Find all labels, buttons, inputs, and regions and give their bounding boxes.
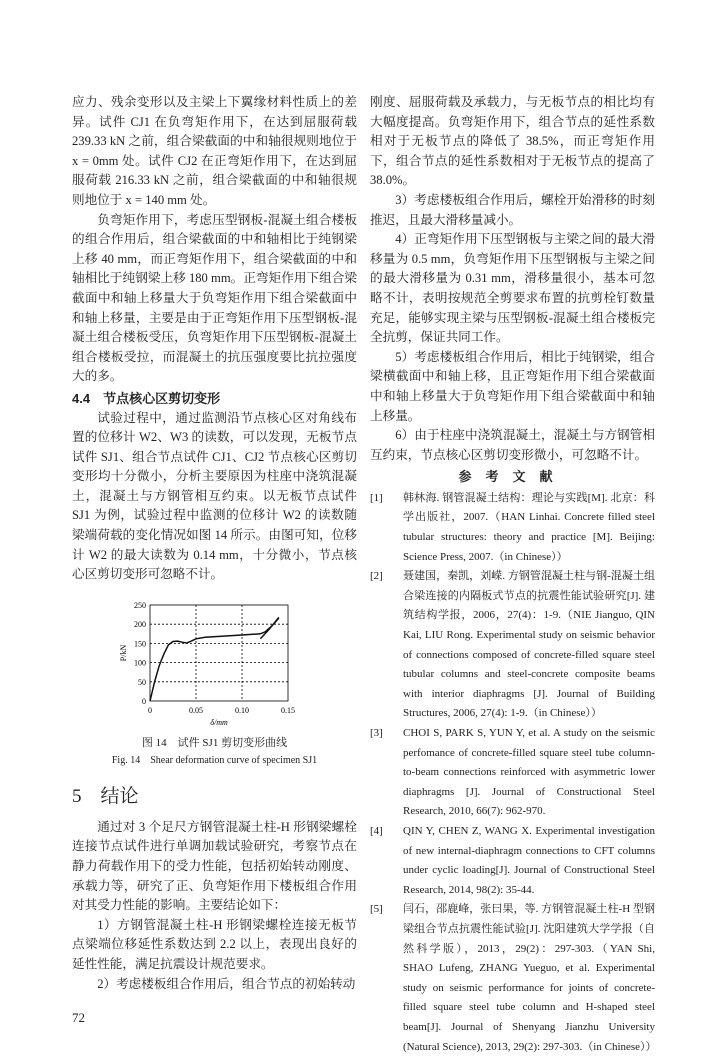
conclusion-item: 3）考虑楼板组合作用后，螺栓开始滑移的时刻推迟，且最大滑移量减小。	[370, 192, 655, 227]
y-tick-label: 50	[138, 677, 146, 687]
y-tick-label: 250	[134, 600, 146, 610]
reference-item	[370, 724, 655, 822]
x-tick-label: 0.05	[189, 705, 203, 715]
y-axis-label: P/kN	[119, 644, 128, 662]
reference-text: QIN Y, CHEN Z, WANG X. Experimental investigation of new internal-diaphragm connections to CFT columns under cyclic loading[J]. Journal of Constructional Steel Research, 2014, 98(2): 35-44.	[403, 824, 655, 896]
x-tick-label: 0	[148, 705, 152, 715]
reference-number: [4]	[370, 824, 383, 837]
figure-14	[90, 595, 357, 730]
reference-number: [3]	[370, 727, 383, 739]
y-tick-label: 0	[142, 696, 146, 706]
reference-number: [2]	[370, 570, 383, 583]
conclusion-item: 6）由于柱座中浇筑混凝土，混凝土与方钢管相互约束，节点核心区剪切变形微小，可忽略不计。	[370, 428, 655, 462]
right-column	[370, 93, 655, 1057]
body-paragraph: 应力、残余变形以及主梁上下翼缘材料性质上的差异。试件 CJ1 在负弯矩作用下，在达到屈服荷载 239.33 kN 之前，组合梁截面的中和轴很规则地位于 x = 0mm 处。试件 CJ2 在正弯矩作用下，在达到屈服荷载 216.33 kN 之前，组合梁截面的中和轴很规则地位于 x = 140 mm 处。	[72, 95, 357, 207]
body-paragraph: 通过对 3 个足尺方钢管混凝土柱-H 形钢梁螺栓连接节点试件进行单调加载试验研究，考察节点在静力荷载作用下的受力性能，包括初始转动刚度、承载力等，研究了正、负弯矩作用下楼板组合作用对其受力性能的影响。主要结论如下：	[72, 819, 357, 913]
references-heading: 参考文献	[458, 469, 567, 485]
reference-item	[370, 567, 655, 724]
series-line	[150, 618, 279, 701]
conclusion-item: 1）方钢管混凝土柱-H 形钢梁螺栓连接无板节点梁端位移延性系数达到 2.2 以上，表现出良好的延性性能，满足抗震设计规范要求。	[72, 917, 357, 971]
figure-caption-en: Fig. 14 Shear deformation curve of specimen SJ1	[111, 754, 318, 766]
section-heading-5: 5 结论	[72, 785, 139, 807]
body-paragraph: 负弯矩作用下，考虑压型钢板-混凝土组合楼板的组合作用后，组合梁截面的中和轴相比于纯钢梁上移 40 mm，而正弯矩作用下，组合梁截面的中和轴相比于纯钢梁上移 180 mm。正弯矩作用下组合梁截面中和轴上移量大于负弯矩作用下组合梁截面中和轴上移量，主要是由于正弯矩作用下压型钢板-混凝土组合楼板受压，负弯矩作用下压型钢板-混凝土组合楼板受拉，而混凝土的抗压强度要比抗拉强度大的多。	[72, 212, 357, 384]
left-column	[72, 93, 357, 1028]
y-tick-label: 200	[134, 620, 146, 630]
conclusion-item: 2）考虑楼板组合作用后，组合节点的初始转动	[97, 976, 356, 991]
section-heading-4-4: 4.4 节点核心区剪切变形	[72, 390, 221, 406]
figure-caption-cn: 图 14 试件 SJ1 剪切变形曲线	[141, 736, 288, 749]
reference-item	[370, 489, 655, 567]
x-tick-label: 0.10	[235, 705, 249, 715]
conclusion-item: 4）正弯矩作用下压型钢板与主梁之间的最大滑移量为 0.5 mm，负弯矩作用下压型钢板与主梁之间的最大滑移量为 0.31 mm，滑移量很小，基本可忽略不计，表明按规范全剪要求布置的抗剪栓钉数量充足，能够实现主梁与压型钢板-混凝土组合楼板完全抗剪，保证共同工作。	[370, 232, 655, 345]
figure-14-chart	[90, 595, 330, 730]
body-paragraph: 试验过程中，通过监测沿节点核心区对角线布置的位移计 W2、W3 的读数，可以发现，无板节点试件 SJ1、组合节点试件 CJ1、CJ2 节点核心区剪切变形均十分微小，分析主要原因为柱座中浇筑混凝土，混凝土与方钢管相互约束。以无板节点试件 SJ1 为例，试验过程中监测的位移计 W2 的读数随梁端荷载的变化情况如图 14 所示。由图可知，位移计 W2 的最大读数为 0.14 mm，十分微小，节点核心区剪切变形可忽略不计。	[72, 410, 357, 582]
plot-frame	[150, 605, 288, 701]
reference-number: [5]	[370, 903, 383, 916]
reference-text: CHOI S, PARK S, YUN Y, et al. A study on the seismic perfomance of concrete-filled square steel tube column-to-beam connections reinforced with asymmetric lower diaphragms [J]. Journal of Constructional Steel Research, 2010, 66(7): 962-970.	[403, 727, 655, 818]
x-tick-label: 0.15	[281, 705, 295, 715]
conclusion-item: 5）考虑楼板组合作用后，相比于纯钢梁，组合梁横截面中和轴上移，且正弯矩作用下组合梁截面中和轴上移量大于负弯矩作用下组合梁截面中和轴上移量。	[370, 349, 655, 423]
reference-number: [1]	[370, 491, 383, 504]
reference-item	[370, 822, 655, 900]
y-tick-label: 150	[134, 639, 146, 649]
body-paragraph: 刚度、屈服荷载及承载力，与无板节点的相比均有大幅度提高。负弯矩作用下，组合节点的延性系数相对于无板节点的降低了 38.5%，而正弯矩作用下，组合节点的延性系数相对于无板节点的提高了 38.0%。	[370, 95, 655, 188]
x-axis-label: δ/mm	[210, 717, 228, 727]
y-tick-label: 100	[134, 658, 146, 668]
reference-text: 韩林海. 钢管混凝土结构：理论与实践[M]. 北京：科学出版社，2007.（HAN Linhai. Concrete filled steel tubular structures: theory and practice [M]. Beijing: Science Press, 2007.（in Chinese））	[403, 491, 655, 563]
page-number: 72	[72, 1010, 85, 1026]
reference-item	[370, 900, 655, 1057]
reference-text: 闫石，邵鹿峰，张曰果，等. 方钢管混凝土柱-H 型钢梁组合节点抗震性能试验[J]. 沈阳建筑大学学报（自然科学版），2013，29(2)：297-303.（YAN Shi, SHAO Lufeng, ZHANG Yueguo, et al. Experimental study on seismic performance for joints of concrete-filled square steel tube column and H-shaped steel beam[J]. Journal of Shenyang Jianzhu University (Natural Science), 2013, 29(2): 297-303.（in Chinese））	[403, 903, 657, 1053]
reference-text: 聂建国，秦凯，刘嵘. 方钢管混凝土柱与钢-混凝土组合梁连接的内隔板式节点的抗震性能试验研究[J]. 建筑结构学报，2006，27(4)：1-9.（NIE Jianguo, QIN Kai, LIU Rong. Experimental study on seismic behavior of connections composed of concrete-filled square steel tubular columns and steel-concrete composite beams with interior diaphragms [J]. Journal of Building Structures, 2006, 27(4): 1-9.（in Chinese））	[403, 570, 655, 720]
series-line	[260, 617, 278, 639]
